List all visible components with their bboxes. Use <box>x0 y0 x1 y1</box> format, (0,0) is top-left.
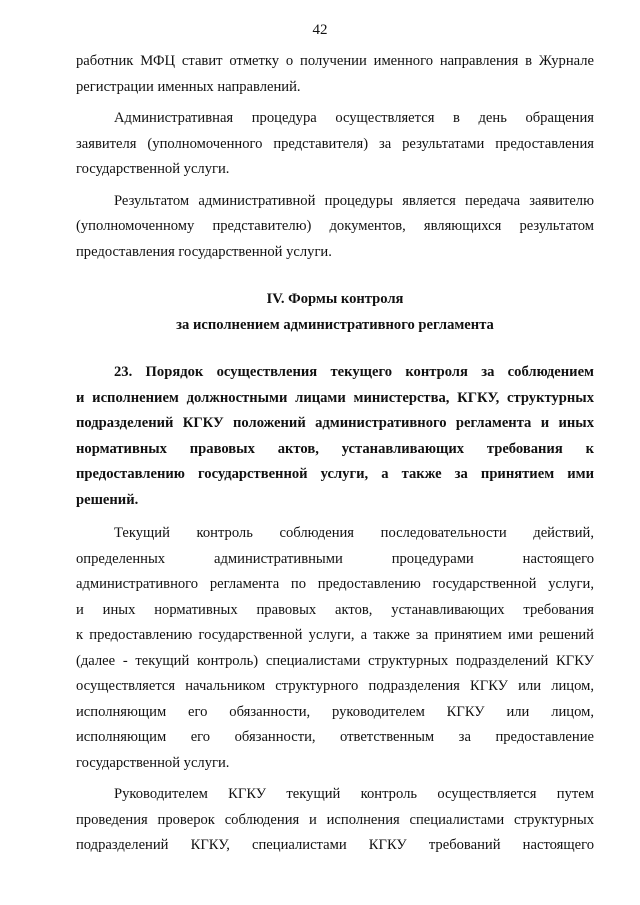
text-line: Руководителем КГКУ текущий контроль осуществляется путем <box>114 786 594 802</box>
text-line: и иных нормативных правовых актов, устанавливающих требования <box>76 601 594 618</box>
text-line: исполняющим его обязанности, руководителем КГКУ или лицом, <box>76 703 594 720</box>
paragraph-current-control <box>76 521 594 776</box>
text-line: (уполномоченному представителю) документов, являющихся результатом <box>76 218 594 234</box>
text-line: государственной услуги. <box>76 754 230 771</box>
intro-paragraph <box>76 49 594 100</box>
text-line: административного регламента по предоставлению государственной услуги, <box>76 576 594 592</box>
text-line: исполняющим его обязанности, ответственным за предоставление <box>76 729 594 745</box>
text-line: Результатом административной процедуры является передача заявителю <box>114 192 594 209</box>
paragraph-result <box>76 189 594 266</box>
text-line: заявителя (уполномоченного представителя) за результатами предоставления <box>76 135 594 152</box>
text-line: (далее - текущий контроль) специалистами структурных подразделений КГКУ <box>76 652 594 669</box>
document-body <box>76 49 594 859</box>
section-heading-line: за исполнением административного регламента <box>176 316 494 333</box>
text-line: и исполнением должностными лицами министерства, КГКУ, структурных <box>76 389 594 406</box>
text-line: подразделений КГКУ, специалистами КГКУ требований настоящего <box>76 837 594 853</box>
text-line: 23. Порядок осуществления текущего контроля за соблюдением <box>114 364 594 380</box>
text-line: государственной услуги. <box>76 161 230 177</box>
text-line: Административная процедура осуществляется в день обращения <box>114 110 594 126</box>
section-heading <box>76 287 594 338</box>
section-heading-line: IV. Формы контроля <box>266 291 404 307</box>
text-line: нормативных правовых актов, устанавливающих требования к <box>76 440 594 457</box>
text-line: решений. <box>76 491 139 508</box>
text-line: определенных административными процедурами настоящего <box>76 550 594 567</box>
text-line: к предоставлению государственной услуги, а также за принятием ими решений <box>76 627 594 643</box>
subsection-23-heading <box>76 360 594 513</box>
text-line: Текущий контроль соблюдения последовательности действий, <box>114 525 594 541</box>
page-number: 42 <box>312 22 328 38</box>
paragraph-procedure <box>76 106 594 183</box>
text-line: подразделений КГКУ положений административного регламента и иных <box>76 415 594 431</box>
text-line: предоставления государственной услуги. <box>76 243 332 260</box>
text-line: работник МФЦ ставит отметку о получении именного направления в Журнале <box>76 53 594 69</box>
text-line: предоставлению государственной услуги, а также за принятием ими <box>76 466 594 482</box>
paragraph-head-control <box>76 782 594 859</box>
text-line: осуществляется начальником структурного подразделения КГКУ или лицом, <box>76 678 594 694</box>
text-line: проведения проверок соблюдения и исполнения специалистами структурных <box>76 811 594 828</box>
text-line: регистрации именных направлений. <box>76 78 301 95</box>
